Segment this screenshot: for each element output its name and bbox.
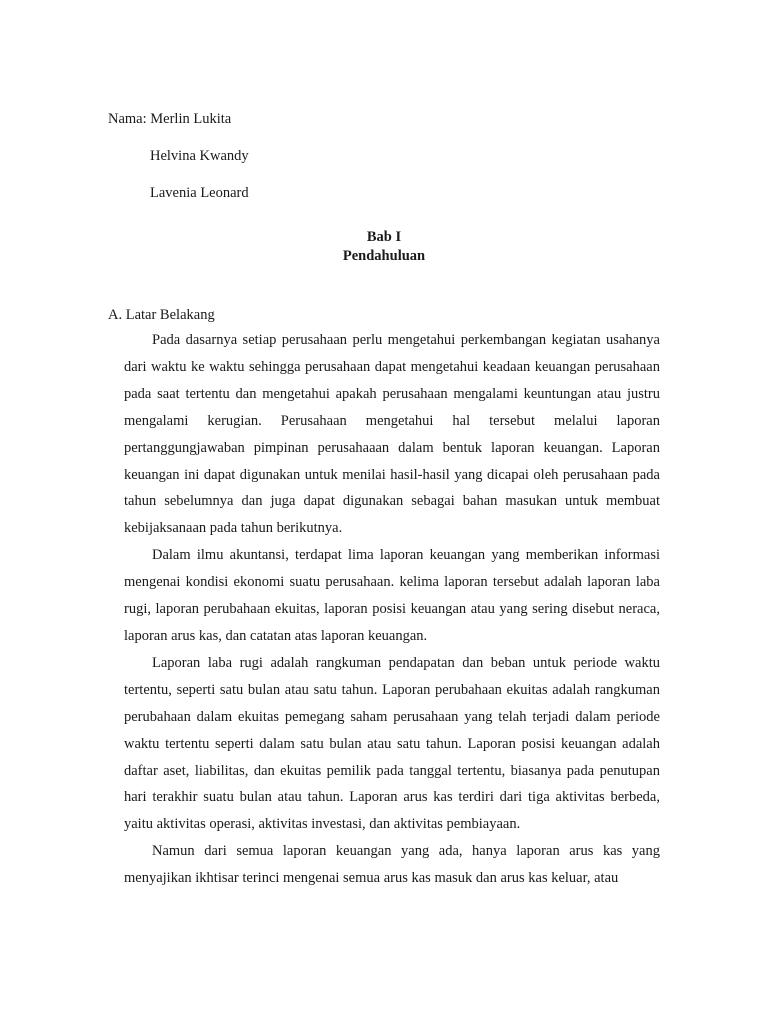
author-names [108, 109, 249, 220]
paragraph-1: Pada dasarnya setiap perusahaan perlu mengetahui perkembangan kegiatan usahanya dari waktu ke waktu sehingga perusahaan dapat mengetahui keadaan keuangan perusahaan pada saat tertentu dan mengetahui apakah perusahaan mengalami keuntungan atau justru mengalami kerugian. Perusahaan mengetahui hal tersebut melalui laporan pertanggungjawaban pimpinan perusahaaan dalam bentuk laporan keuangan. Laporan keuangan ini dapat digunakan untuk menilai hasil-hasil yang dicapai oleh perusahaan pada tahun sebelumnya dan juga dapat digunakan sebagai bahan masukan untuk membuat kebijaksanaan pada tahun berikutnya. [124, 332, 660, 537]
chapter-title: Pendahuluan [342, 248, 426, 264]
author-name-3: Lavenia Leonard [150, 185, 249, 201]
paragraph-4: Namun dari semua laporan keuangan yang ada, hanya laporan arus kas yang menyajikan ikhtisar terinci mengenai semua arus kas masuk dan arus kas keluar, atau [124, 843, 660, 887]
author-name-2: Helvina Kwandy [150, 148, 249, 164]
chapter-number: Bab I [366, 229, 402, 245]
section-heading: A. Latar Belakang [108, 307, 215, 323]
paragraph-2: Dalam ilmu akuntansi, terdapat lima laporan keuangan yang memberikan informasi mengenai kondisi ekonomi suatu perusahaan. kelima laporan tersebut adalah laporan laba rugi, laporan perubahaan ekuitas, laporan posisi keuangan atau yang sering disebut neraca, laporan arus kas, dan catatan atas laporan keuangan. [124, 547, 660, 644]
body-text [124, 327, 660, 892]
author-name-1: Nama: Merlin Lukita [108, 111, 232, 127]
paragraph-3: Laporan laba rugi adalah rangkuman pendapatan dan beban untuk periode waktu tertentu, seperti satu bulan atau satu tahun. Laporan perubahaan ekuitas adalah rangkuman perubahaan dalam ekuitas pemegang saham perusahaan yang telah terjadi dalam periode waktu tertentu seperti dalam satu bulan atau satu tahun. Laporan posisi keuangan adalah daftar aset, liabilitas, dan ekuitas pemilik pada tanggal tertentu, biasanya pada penutupan hari terakhir suatu bulan atau tahun. Laporan arus kas terdiri dari tiga aktivitas berbeda, yaitu aktivitas operasi, aktivitas investasi, dan aktivitas pembiayaan. [124, 654, 660, 833]
